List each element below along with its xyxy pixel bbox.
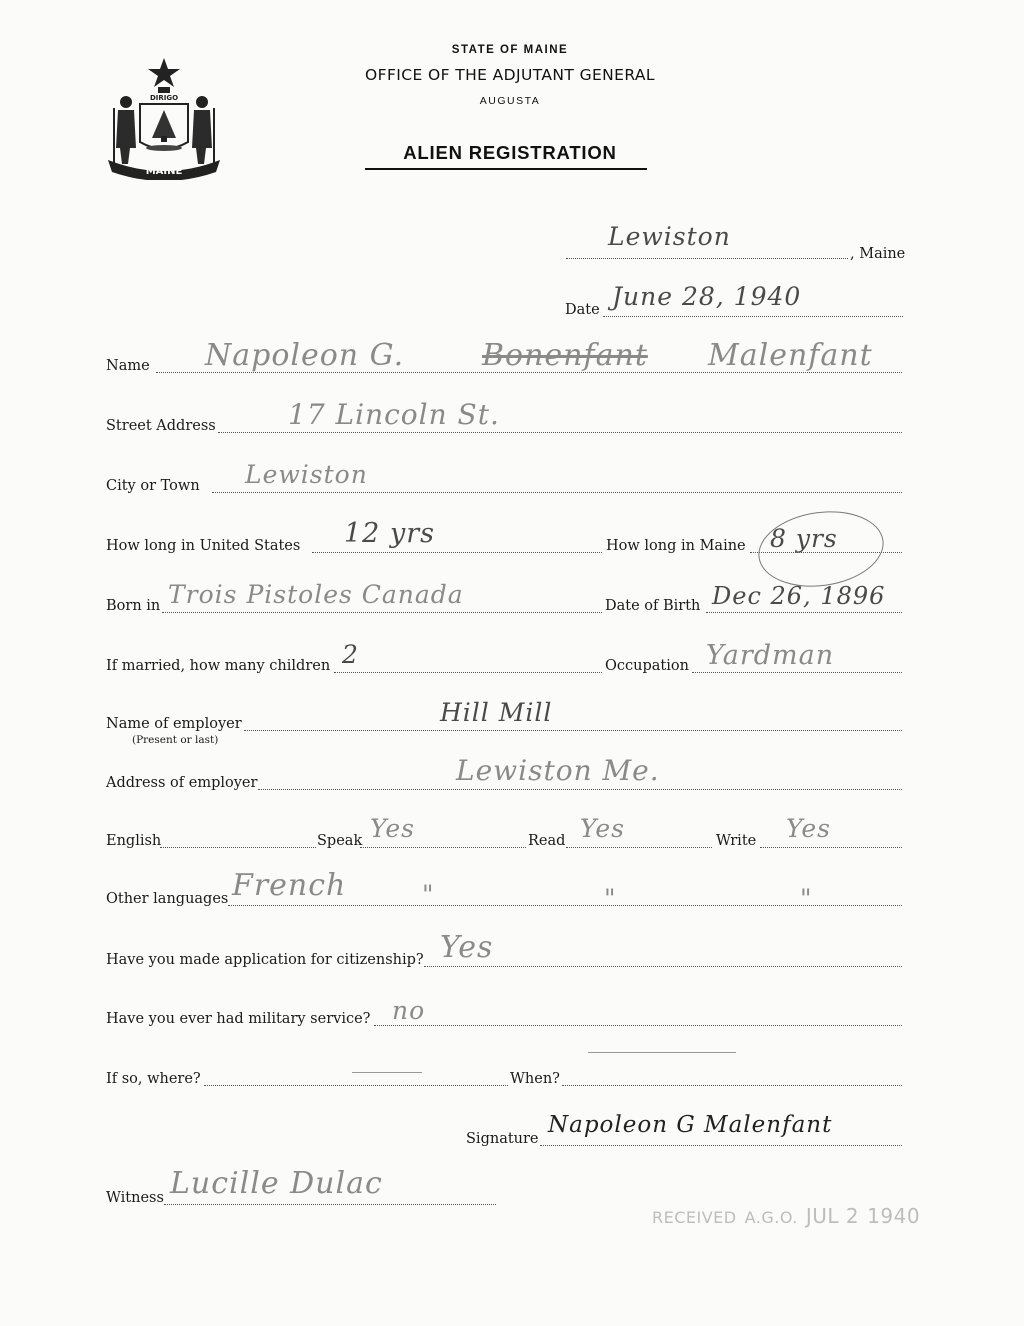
employer-name-value: Hill Mill <box>440 698 553 727</box>
when-line <box>562 1085 902 1086</box>
signature-label: Signature <box>466 1131 539 1147</box>
how-long-us-line <box>312 552 602 553</box>
page-title: ALIEN REGISTRATION <box>403 142 617 163</box>
employer-name-line <box>244 730 902 731</box>
street-address-line <box>218 432 902 433</box>
children-label: If married, how many children <box>106 658 331 674</box>
witness-value: Lucille Dulac <box>170 1166 383 1201</box>
stamp-date: JUL 2 <box>805 1204 860 1228</box>
how-long-us-label: How long in United States <box>106 538 301 554</box>
seal-motto: DIRIGO <box>149 94 179 102</box>
english-write-value: Yes <box>786 814 831 843</box>
write-label: Write <box>716 833 757 849</box>
how-long-maine-value: 8 yrs <box>770 524 838 553</box>
english-read-value: Yes <box>580 814 625 843</box>
name-label: Name <box>106 358 150 374</box>
name-first-value: Napoleon G. <box>205 338 405 373</box>
children-line <box>334 672 602 673</box>
citizenship-label: Have you made application for citizenship? <box>106 952 424 968</box>
where-label: If so, where? <box>106 1071 201 1087</box>
english-speak-value: Yes <box>370 814 415 843</box>
other-write-value: " <box>800 884 813 913</box>
military-value: no <box>392 996 426 1025</box>
english-label: English <box>106 833 162 849</box>
city-line <box>212 492 902 493</box>
seal-banner: MAINE <box>145 166 183 177</box>
citizenship-line <box>424 966 902 967</box>
english-line <box>160 847 316 848</box>
header-state: STATE OF MAINE <box>451 44 569 56</box>
maine-label: , Maine <box>850 246 906 262</box>
how-long-maine-label: How long in Maine <box>606 538 746 554</box>
military-line <box>374 1025 902 1026</box>
occupation-value: Yardman <box>706 640 835 671</box>
maine-state-seal-icon <box>104 56 224 180</box>
date-of-birth-label: Date of Birth <box>605 598 701 614</box>
occupation-label: Occupation <box>605 658 689 674</box>
city-value: Lewiston <box>245 460 368 489</box>
stamp-year: 1940 <box>867 1204 921 1228</box>
born-in-value: Trois Pistoles Canada <box>168 580 464 609</box>
stamp-office: A.G.O. <box>744 1208 798 1227</box>
name-last-value: Malenfant <box>708 338 873 373</box>
speak-line <box>360 847 526 848</box>
when-label: When? <box>510 1071 560 1087</box>
header-office: OFFICE OF THE ADJUTANT GENERAL <box>365 66 655 84</box>
witness-label: Witness <box>106 1190 164 1206</box>
street-address-label: Street Address <box>106 418 216 434</box>
town-value: Lewiston <box>608 222 731 251</box>
town-line <box>566 258 848 259</box>
header-city: AUGUSTA <box>479 95 541 107</box>
date-label: Date <box>565 302 600 318</box>
read-line <box>566 847 712 848</box>
name-struck-value: Bonenfant <box>482 338 648 373</box>
date-line <box>603 316 903 317</box>
born-in-label: Born in <box>106 598 161 614</box>
children-value: 2 <box>342 640 359 669</box>
received-stamp <box>652 1204 928 1228</box>
employer-note-label: (Present or last) <box>132 734 219 746</box>
read-label: Read <box>528 833 566 849</box>
citizenship-value: Yes <box>440 930 494 965</box>
occupation-line <box>692 672 902 673</box>
date-of-birth-value: Dec 26, 1896 <box>712 582 886 610</box>
city-label: City or Town <box>106 478 200 494</box>
other-languages-value: French <box>232 868 347 903</box>
born-in-line <box>162 612 602 613</box>
street-address-value: 17 Lincoln St. <box>288 398 500 431</box>
other-languages-label: Other languages <box>106 891 229 907</box>
witness-line <box>164 1204 496 1205</box>
where-line <box>204 1085 508 1086</box>
other-speak-value: " <box>422 880 435 909</box>
date-value: June 28, 1940 <box>612 282 802 311</box>
employer-address-value: Lewiston Me. <box>456 754 660 787</box>
employer-name-label: Name of employer <box>106 716 242 732</box>
title-underline <box>365 168 647 170</box>
write-line <box>760 847 902 848</box>
military-label: Have you ever had military service? <box>106 1011 371 1027</box>
other-read-value: " <box>604 884 617 913</box>
employer-address-label: Address of employer <box>106 775 258 791</box>
speak-label: Speak <box>317 833 363 849</box>
stamp-received: RECEIVED <box>652 1208 737 1227</box>
how-long-us-value: 12 yrs <box>344 518 435 549</box>
date-of-birth-line <box>706 612 902 613</box>
where-blank-stroke <box>352 1072 422 1073</box>
when-blank-stroke <box>588 1052 736 1053</box>
signature-line <box>540 1145 902 1146</box>
signature-value: Napoleon G Malenfant <box>548 1112 833 1138</box>
employer-address-line <box>258 789 902 790</box>
